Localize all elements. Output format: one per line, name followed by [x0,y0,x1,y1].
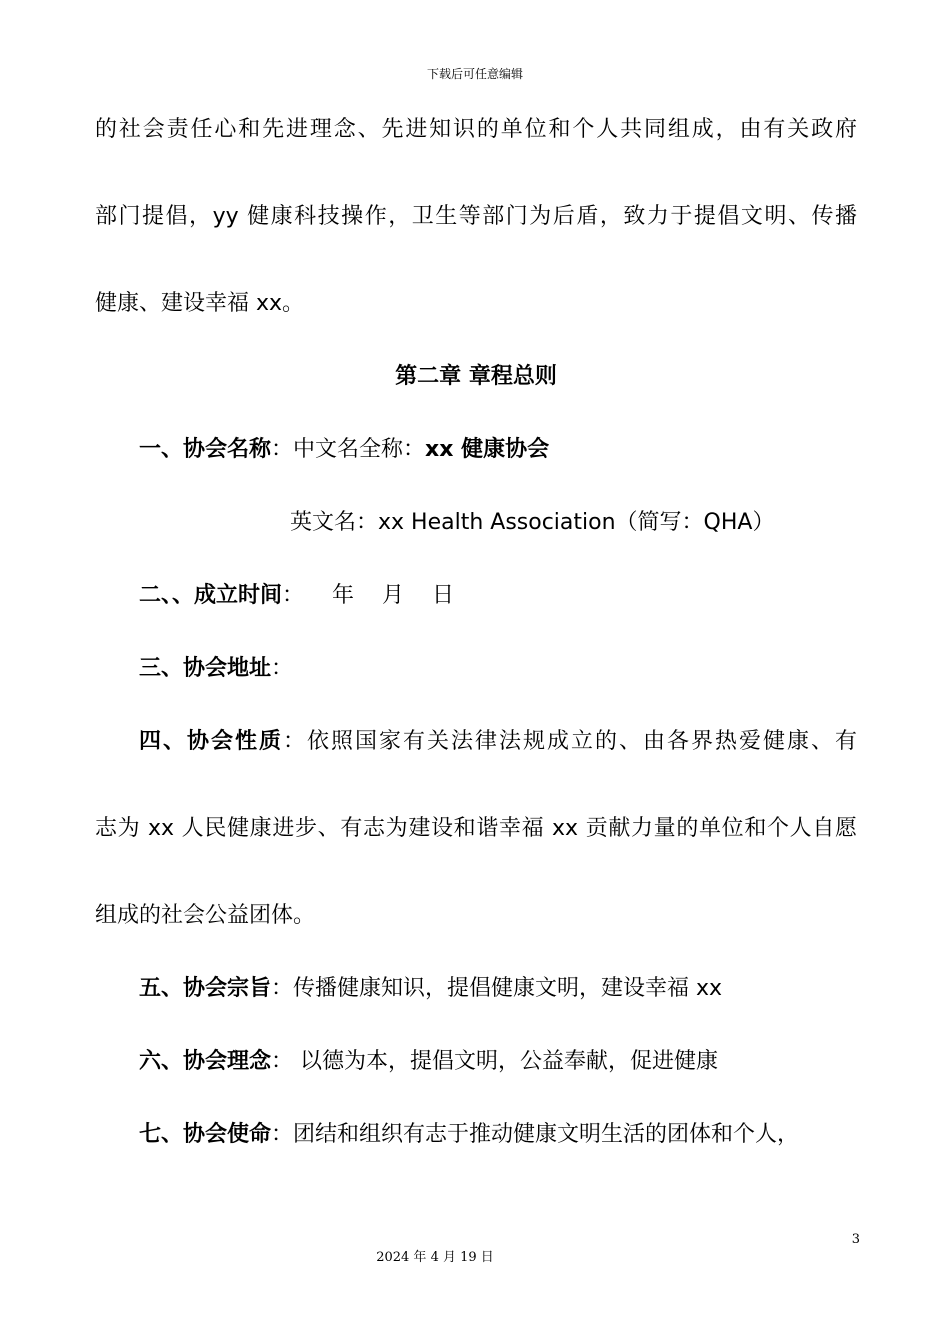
article-4 [139,727,857,757]
chapter-title: 第二章 章程总则 [395,364,557,389]
page-number: 3 [851,1232,860,1247]
english-name-line [290,508,850,538]
association-name: xx 健康协会 [425,437,550,462]
paragraph-line: 的社会责任心和先进理念、先进知识的单位和个人共同组成，由有关政府 [95,117,857,142]
english-name: Health Association [411,510,616,535]
article-separator: ： [271,976,294,1001]
article-label: 五、协会宗旨 [139,976,272,1001]
article-separator: ： [271,1049,294,1074]
article-separator: ： [271,1122,294,1147]
paragraph-line: 志为 xx 人民健康进步、有志为建设和谐幸福 xx 贡献力量的单位和个人自愿 [95,816,857,841]
article-text: 依照国家有关法律法规成立的、由各界热爱健康、有 [307,729,857,754]
article-label: 四、协会性质 [139,729,283,754]
paragraph-line: 部门提倡，yy 健康科技操作，卫生等部门为后盾，致力于提倡文明、传播 [95,204,857,229]
article-text: 团结和组织有志于推动健康文明生活的团体和个人， [293,1122,800,1147]
article-label: 六、协会理念 [139,1049,272,1074]
article-text: 年 月 日 [304,583,454,608]
article-label: 一、协会名称 [139,437,272,462]
article-label: 二、、成立时间 [139,583,283,608]
article-5 [139,974,857,1004]
article-separator: ： [271,656,294,681]
article-label: 三、协会地址 [139,656,272,681]
paragraph-line: 组成的社会公益团体。 [95,903,316,928]
english-abbr: （简写：QHA） [615,510,775,535]
article-text: 传播健康知识，提倡健康文明，建设幸福 xx [293,976,723,1001]
article-text: 以德为本，提倡文明，公益奉献，促进健康 [293,1049,719,1074]
article-7 [139,1120,857,1150]
article-6 [139,1047,857,1077]
article-text: 中文名全称： [293,437,426,462]
article-2 [139,581,857,611]
page-header: 下载后可任意编辑 [426,67,523,81]
article-1 [139,435,857,465]
article-separator: ： [282,583,305,608]
article-3 [139,654,857,684]
article-separator: ： [271,437,294,462]
english-name-label: 英文名：xx [290,510,412,535]
page-footer-date: 2024 年 4 月 19 日 [376,1250,494,1265]
article-separator: ： [283,729,307,754]
paragraph-line: 健康、建设幸福 xx。 [95,291,305,316]
article-label: 七、协会使命 [139,1122,272,1147]
